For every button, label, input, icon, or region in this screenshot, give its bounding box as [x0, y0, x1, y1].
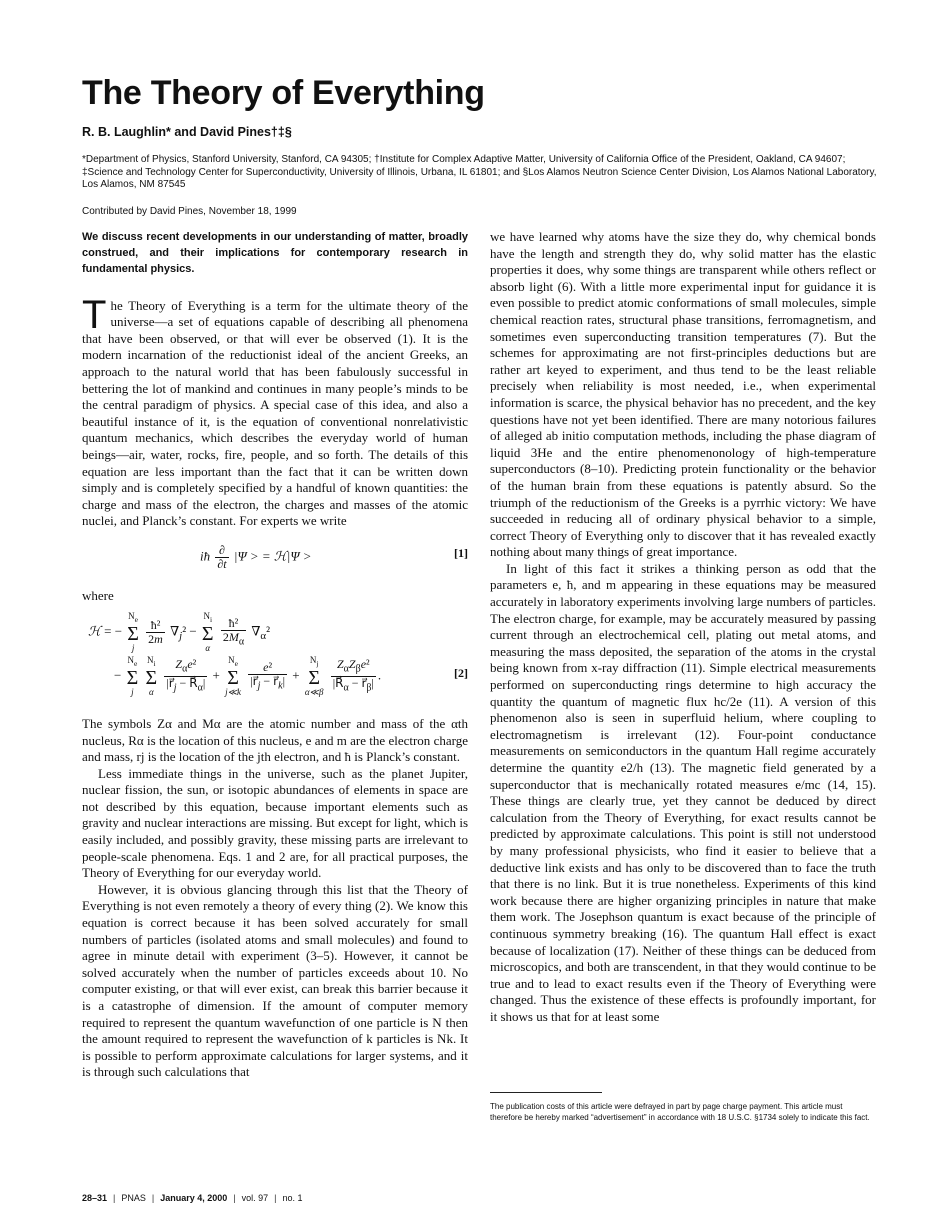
- equation-1: iħ $\frac{\partial}{\partial t}$ |Ψ > = ℋ|Ψ > [1]: [200, 542, 468, 571]
- left-column: [82, 229, 468, 1081]
- footer-date: January 4, 2000: [160, 1193, 228, 1203]
- affiliations: *Department of Physics, Stanford University, Stanford, CA 94305; †Institute for Complex Adaptive Matter, University of California Office of the President, Oakland, CA 94607; ‡Science and Technology Center for Superconductivity, University of Illinois, Urbana, IL 61801; and §Los Alamos Neutron Science Center Division, Los Alamos National Laboratory, Los Alamos, NM 87545: [82, 154, 877, 190]
- abstract: We discuss recent developments in our understanding of matter, broadly construed, and their implications for contemporary research in fundamental physics.: [82, 231, 468, 276]
- symbols-paragraph: The symbols Zα and Mα are the atomic number and mass of the αth nucleus, Rα is the location of this nucleus, e and m are the electron charge and mass, rj is the location of the jth electron, and ħ is Planck’s constant.: [82, 715, 468, 765]
- intro-text: he Theory of Everything is a term for the ultimate theory of the universe—a set of equations capable of describing all phenomena that have been observed, or that will ever be observed (1). It is the modern incarnation of the reductionist ideal of the ancient Greeks, an approach to the natural world that has been fabulously successful in bettering the lot of mankind and continues in many people’s minds to be the central paradigm of physics. A special case of this idea, and also a beautiful instance of it, is the equation of conventional nonrelativistic quantum mechanics, which describes the everyday world of human beings—air, water, rocks, fire, people, and so forth. The details of this equation are less important than the fact that it can be written down simply and is completely specified by a handful of known quantities: the charge and mass of the electron, the charges and masses of the atomic nuclei, and Planck’s constant. For experts we write: [82, 297, 468, 529]
- continuation-paragraph: we have learned why atoms have the size they do, why chemical bonds have the length and strength they do, why solid matter has the elastic properties it does, why some things are transparent while others reflect or absorb light (6). With a little more experimental input for guidance it is even possible to predict atomic conformations of small molecules, simple chemical reaction rates, structural phase transitions, ferromagnetism, and sometimes even superconducting transition temperatures (7). But the schemes for approximating are not first-principles deductions but are rather art keyed to experiment, and thus tend to be the least reliable precisely when reliability is most needed, i.e., when experimental information is scarce, the physical behavior has no precedent, and the key questions have not yet been identified. There are many notorious failures of alleged ab initio computation methods, including the phase diagram of liquid 3He and the entire phenomenonology of high-temperature superconductors (8–10). Predicting protein functionality or the behavior of the human brain from these equations is patently absurd. So the triumph of the reductionism of the Greeks is a pyrrhic victory: We have succeeded in reducing all of ordinary physical behavior to a simple, correct Theory of Everything only to discover that it has revealed exactly nothing about many things of great importance.: [490, 229, 876, 560]
- less-immediate-paragraph: Less immediate things in the universe, such as the planet Jupiter, nuclear fission, the sun, or isotopic abundances of elements in space are not described by this equation, because important elements such as gravity and nuclear interactions are missing. But except for light, which is easily included, and possibly gravity, these missing parts are irrelevant to people-scale phenomena. Eqs. 1 and 2 are, for all practical purposes, the Theory of Everything for our everyday world.: [82, 765, 468, 881]
- footnote: The publication costs of this article were defrayed in part by page charge payment. This article must therefore be hereby marked “advertisement” in accordance with 18 U.S.C. §1734 solely to indicate this fact.: [490, 1102, 870, 1122]
- equation-2-label: [2]: [454, 665, 468, 680]
- footer-number: no. 1: [282, 1193, 303, 1203]
- where-text: where: [82, 587, 114, 603]
- footer-journal: PNAS: [121, 1193, 146, 1203]
- page-title: The Theory of Everything: [82, 74, 485, 112]
- equation-1-label: [1]: [454, 545, 468, 560]
- equation-2: ℋ = − $N_e$ Σ j $\frac{\text{ħ²}}{2m}$ $\nabla_j^2 - N_i$ Σ α $\frac{\text{ħ²}}{2M_\alpha}$ $\nabla_\alpha^2$ − $N_e$ Σ j $N_i$ Σ α $\frac{Z_\alpha e^2}{|r⃗_j - R⃗_\alpha|}$ + $N_e$ Σ j≪k $\frac{\text{e²}}{|r⃗_j - r⃗_k|}$ + $N_j$ Σ α≪β $\frac{Z_\alpha Z_\beta e^2}{|R⃗_\alpha - r⃗_\beta|}$ . [2]: [88, 610, 468, 697]
- footer-volume: vol. 97: [241, 1193, 269, 1203]
- in-light-paragraph: In light of this fact it strikes a thinking person as odd that the parameters e, ħ, and m appearing in these equations may be measured accurately in laboratory experiments involving large numbers of particles. The electron charge, for example, may be accurately measured by passing current through an electrochemical cell, plating out metal atoms, and measuring the mass deposited, the separation of the atoms in the crystal being known from x-ray diffraction (11). Simple electrical measurements performed on superconducting rings determine to high accuracy the quantity the quantum of magnetic flux hc/2e (11). A version of this phenomenon also is seen in superfluid helium, where coupling to electromagnetism is irrelevant (12). Four-point conductance measurements on semiconductors in the quantum Hall regime accurately determine the quantity e2/h (13). The magnetic field generated by a superconductor that is mechanically rotated measures e/mc (14, 15). These things are clearly true, yet they cannot be deduced by direct calculation from the Theory of Everything, for exact results cannot be predicted by approximate calculations. This point is still not understood by many professional physicists, who find it easier to believe that a deductive link exists and has only to be discovered than to face the truth that there is no link. But it is true nonetheless. Experiments of this kind work because there are higher organizing principles in nature that make them work. The Josephson quantum is exact because of the principle of continuous symmetry breaking (16). The quantum Hall effect is exact because of localization (17). Neither of these things can be deduced from microscopics, and both are transcendent, in that they would continue to be true and to lead to exact results even if the Theory of Everything were changed. Thus the existence of these effects is profoundly important, for it shows us that for at least some: [490, 560, 876, 1024]
- footer-pages: 28–31: [82, 1193, 108, 1203]
- right-column: [490, 229, 876, 1026]
- page-footer: 28–31 | PNAS | January 4, 2000 | vol. 97 | no. 1: [82, 1193, 303, 1203]
- drop-cap: T: [82, 292, 107, 337]
- however-paragraph: However, it is obvious glancing through this list that the Theory of Everything is not even remotely a theory of every thing (2). We know this equation is correct because it has been solved accurately for small numbers of particles (isolated atoms and small molecules) and found to agree in minute detail with experiment (3–5). However, it cannot be solved accurately when the number of particles exceeds about 10. No computer existing, or that will ever exist, can break this barrier because it is a catastrophe of dimension. If the amount of computer memory required to represent the quantum wavefunction of one particle is N then the amount required to represent the wavefunction of k particles is Nk. It is possible to perform approximate calculations for larger systems, and it is through such calculations that: [82, 881, 468, 1080]
- intro-paragraph: [82, 292, 468, 530]
- footnote-rule: [490, 1092, 602, 1093]
- contributed-by: Contributed by David Pines, November 18, 1999: [82, 206, 297, 217]
- author-line: R. B. Laughlin* and David Pines†‡§: [82, 125, 292, 139]
